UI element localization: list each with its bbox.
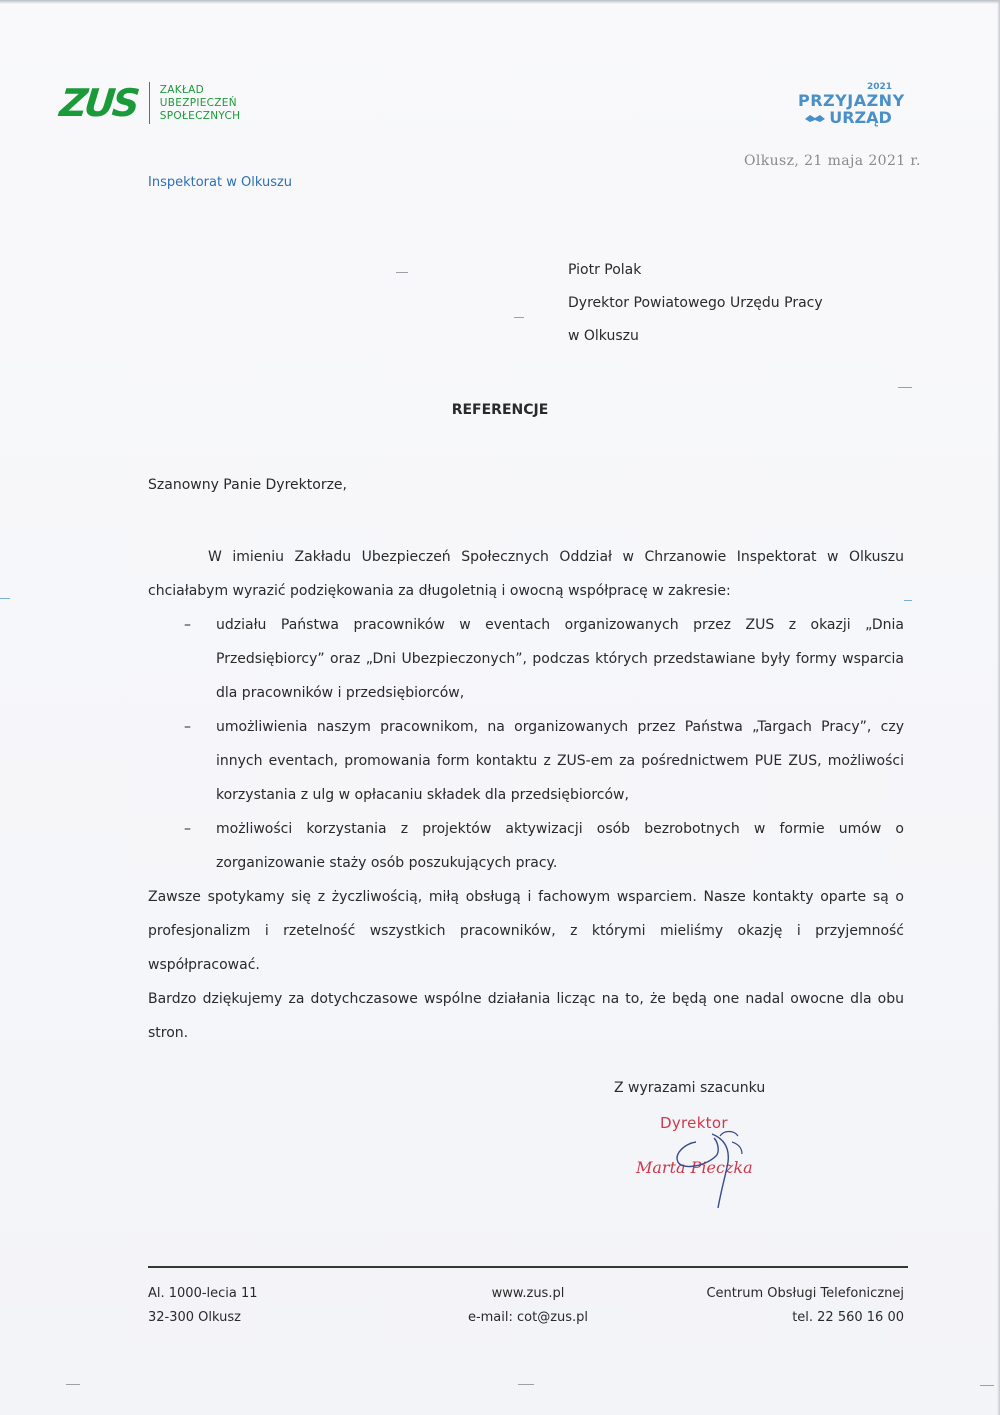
list-item bbox=[148, 608, 904, 710]
list-item-text: udziału Państwa pracowników w eventach organizowanych przez ZUS z okazji „Dnia Przedsiębiorcy” oraz „Dni Ubezpieczonych”, podczas których przedstawiane były formy wsparcia dla pracowników i przedsiębiorców, bbox=[216, 617, 904, 701]
footer-email[interactable]: e-mail: cot@zus.pl bbox=[467, 1310, 589, 1325]
paragraph-2: Zawsze spotykamy się z życzliwością, miłą obsługą i fachowym wsparciem. Nasze kontakty oparte są o profesjonalizm i rzetelność wszystkich pracowników, z którymi mieliśmy okazję i przyjemność współpracować. bbox=[148, 889, 904, 973]
badge-line-2-row bbox=[798, 110, 898, 126]
cooperation-list bbox=[148, 608, 904, 880]
salutation: Szanowny Panie Dyrektorze, bbox=[148, 477, 347, 493]
handshake-icon bbox=[804, 112, 826, 124]
scan-mark bbox=[980, 1385, 994, 1386]
bullet-dash: – bbox=[184, 617, 191, 633]
footer-address bbox=[148, 1282, 258, 1330]
badge-line-1: PRZYJAZNY bbox=[798, 91, 905, 110]
handwritten-signature bbox=[634, 1112, 784, 1212]
bullet-dash: – bbox=[184, 821, 191, 837]
letter-title-text: REFERENCJE bbox=[451, 402, 549, 418]
footer-address-line-1: Al. 1000-lecia 11 bbox=[148, 1286, 258, 1301]
friendly-office-badge bbox=[798, 82, 905, 127]
scan-mark bbox=[518, 1384, 534, 1385]
footer-call-center bbox=[660, 1282, 904, 1330]
badge-line-2: URZĄD bbox=[829, 108, 892, 127]
zus-logo bbox=[57, 81, 241, 125]
signature-name: Marta Pieczka bbox=[636, 1158, 753, 1177]
badge-year: 2021 bbox=[866, 82, 892, 92]
logo-name-line-1: ZAKŁAD bbox=[159, 83, 205, 96]
footer-divider bbox=[148, 1266, 908, 1268]
bullet-dash: – bbox=[184, 719, 191, 735]
scan-mark bbox=[904, 600, 912, 601]
recipient-name: Piotr Polak bbox=[568, 262, 642, 278]
zus-logo-mark: ZUS bbox=[57, 81, 140, 125]
list-item bbox=[148, 710, 904, 812]
footer-call-center-name: Centrum Obsługi Telefonicznej bbox=[706, 1286, 904, 1301]
intro-paragraph: W imieniu Zakładu Ubezpieczeń Społecznych Oddział w Chrzanowie Inspektorat w Olkuszu chciałabym wyrazić podziękowania za długoletnią i owocną współpracę w zakresie: bbox=[148, 549, 904, 599]
scan-mark bbox=[898, 387, 912, 388]
footer-phone: tel. 22 560 16 00 bbox=[792, 1310, 904, 1325]
signature-title: Dyrektor bbox=[660, 1114, 728, 1132]
office-name: Inspektorat w Olkuszu bbox=[148, 175, 293, 190]
footer-address-line-2: 32-300 Olkusz bbox=[148, 1310, 241, 1325]
list-item-text: umożliwienia naszym pracownikom, na organizowanych przez Państwa „Targach Pracy”, czy innych eventach, promowania form kontaktu z ZUS-em za pośrednictwem PUE ZUS, możliwości korzystania z ulg w opłacaniu składek dla przedsiębiorców, bbox=[216, 719, 904, 803]
letter-date: Olkusz, 21 maja 2021 r. bbox=[744, 153, 921, 169]
list-item-text: możliwości korzystania z projektów aktywizacji osób bezrobotnych w formie umów o zorganizowanie staży osób poszukujących pracy. bbox=[216, 821, 904, 871]
footer-contact bbox=[463, 1282, 593, 1330]
closing-phrase: Z wyrazami szacunku bbox=[614, 1080, 766, 1096]
zus-logo-name bbox=[160, 84, 241, 123]
recipient-block bbox=[568, 254, 823, 353]
letter-title bbox=[0, 402, 1000, 418]
scan-mark bbox=[66, 1384, 80, 1385]
logo-name-line-2: UBEZPIECZEŃ bbox=[159, 96, 237, 109]
letter-body bbox=[148, 540, 904, 1050]
scan-mark bbox=[514, 317, 524, 318]
paragraph-3: Bardzo dziękujemy za dotychczasowe wspólne działania licząc na to, że będą one nadal owocne dla obu stron. bbox=[148, 991, 904, 1041]
recipient-position: Dyrektor Powiatowego Urzędu Pracy bbox=[568, 295, 823, 311]
scan-mark bbox=[396, 272, 408, 273]
logo-name-line-3: SPOŁECZNYCH bbox=[159, 109, 241, 122]
logo-divider bbox=[149, 82, 150, 124]
signature-stamp bbox=[634, 1112, 784, 1192]
scan-edge-top bbox=[0, 0, 1000, 4]
list-item bbox=[148, 812, 904, 880]
scan-mark bbox=[0, 598, 10, 599]
recipient-location: w Olkuszu bbox=[568, 328, 639, 344]
footer-website[interactable]: www.zus.pl bbox=[491, 1286, 565, 1301]
